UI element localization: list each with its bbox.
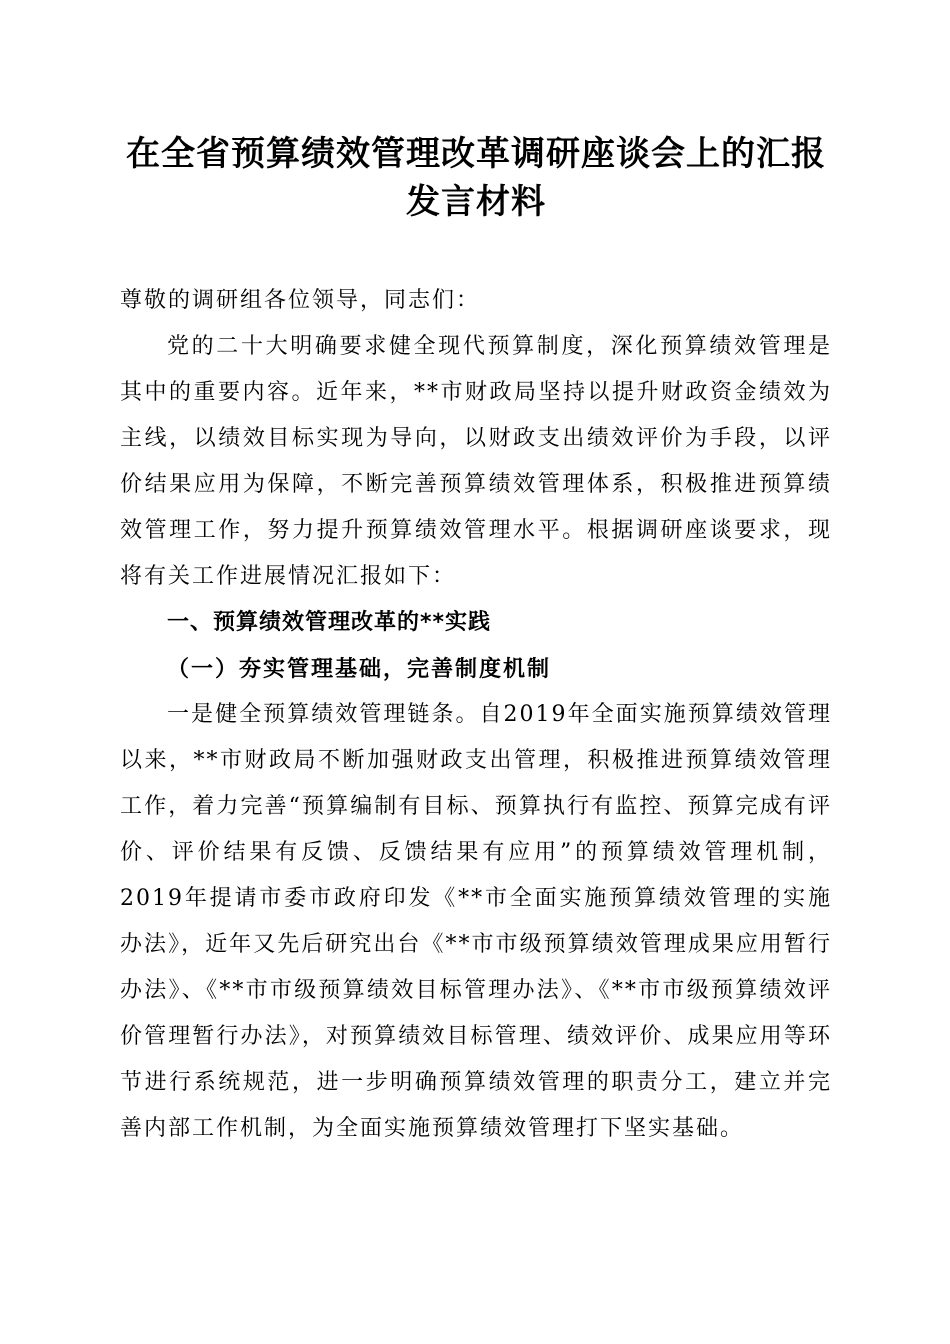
document-body bbox=[120, 278, 832, 1152]
document-title bbox=[120, 130, 832, 226]
intro-paragraph: 党的二十大明确要求健全现代预算制度，深化预算绩效管理是其中的重要内容。近年来，**市财政局坚持以提升财政资金绩效为主线，以绩效目标实现为导向，以财政支出绩效评价为手段，以评价结果应用为保障，不断完善预算绩效管理体系，积极推进预算绩效管理工作，努力提升预算绩效管理水平。根据调研座谈要求，现将有关工作进展情况汇报如下： bbox=[120, 334, 832, 589]
document-page bbox=[120, 130, 832, 1152]
body-paragraph-1: 一是健全预算绩效管理链条。自2019年全面实施预算绩效管理以来，**市财政局不断加强财政支出管理，积极推进预算绩效管理工作，着力完善“预算编制有目标、预算执行有监控、预算完成有评价、评价结果有反馈、反馈结果有应用”的预算绩效管理机制，2019年提请市委市政府印发《**市全面实施预算绩效管理的实施办法》，近年又先后研究出台《**市市级预算绩效管理成果应用暂行办法》、《**市市级预算绩效目标管理办法》、《**市市级预算绩效评价管理暂行办法》，对预算绩效目标管理、绩效评价、成果应用等环节进行系统规范，进一步明确预算绩效管理的职责分工，建立并完善内部工作机制，为全面实施预算绩效管理打下坚实基础。 bbox=[120, 702, 832, 1141]
subsection-heading-1: （一）夯实管理基础，完善制度机制 bbox=[167, 656, 552, 682]
title-line-1: 在全省预算绩效管理改革调研座谈会上的汇报 bbox=[126, 134, 826, 174]
title-line-2: 发言材料 bbox=[406, 182, 546, 222]
section-heading-1: 一、预算绩效管理改革的**实践 bbox=[167, 610, 492, 635]
salutation: 尊敬的调研组各位领导，同志们： bbox=[120, 288, 481, 313]
